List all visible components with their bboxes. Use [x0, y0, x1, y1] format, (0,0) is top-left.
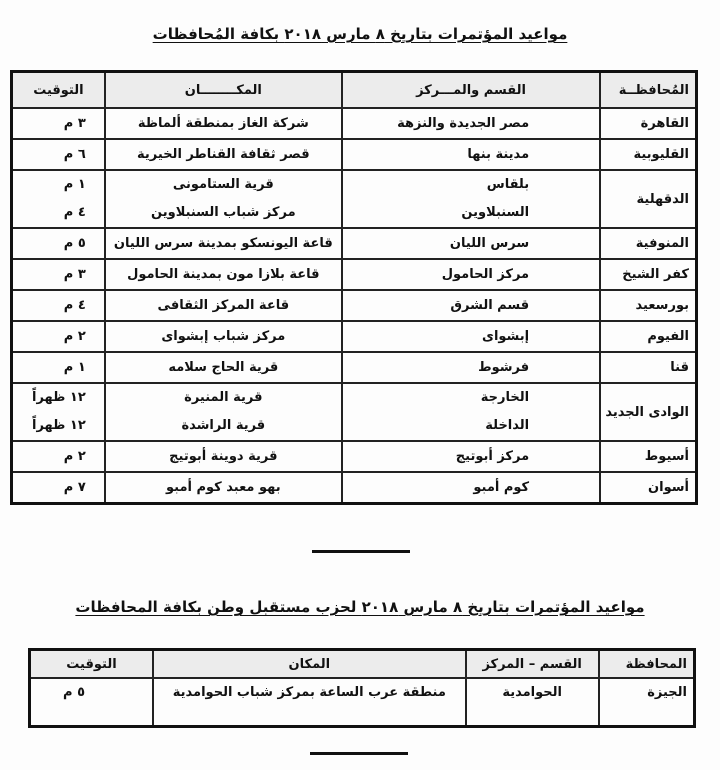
cell-place-line: قرية الستامونى [172, 177, 274, 192]
cell-section-line: كوم أمبو [473, 480, 530, 495]
header-governorate: المحافظة [599, 650, 695, 679]
cell-place-line: بهو معبد كوم أمبو [166, 480, 281, 495]
party-conferences-table [28, 648, 696, 728]
cell-governorate: الوادى الجديد [600, 383, 696, 441]
cell-governorate: قنا [600, 352, 696, 383]
cell-time: ٥ م [30, 678, 153, 727]
header-place: المكــــــــان [105, 72, 342, 109]
divider [310, 752, 408, 755]
cell-section [342, 259, 600, 290]
cell-governorate: المنوفية [600, 228, 696, 259]
cell-place [105, 352, 342, 383]
table-row [12, 290, 697, 321]
table-body [12, 108, 697, 504]
cell-section-line: سرس الليان [449, 236, 530, 251]
table-row [30, 678, 695, 727]
cell-governorate: أسوان [600, 472, 696, 504]
cell-place [105, 108, 342, 139]
cell-place-line: قصر ثقافة القناطر الخيرية [137, 147, 310, 162]
table-row [12, 441, 697, 472]
cell-time-line: ٢ م [63, 449, 86, 464]
cell-time [12, 259, 105, 290]
cell-place-line: قرية المنيرة [184, 390, 263, 405]
cell-section-line: الداخلة [485, 418, 530, 433]
cell-place [105, 139, 342, 170]
cell-section [342, 472, 600, 504]
cell-section [342, 321, 600, 352]
cell-section [342, 352, 600, 383]
cell-time-line: ١٢ ظهراً [32, 418, 86, 433]
cell-place-line: مركز شباب السنبلاوين [151, 205, 296, 220]
cell-time [12, 321, 105, 352]
cell-section [342, 108, 600, 139]
cell-section-line: مركز الحامول [441, 267, 530, 282]
table-header-row [30, 650, 695, 679]
cell-place [105, 228, 342, 259]
cell-time [12, 352, 105, 383]
header-time: التوقيت [30, 650, 153, 679]
cell-time-line: ٤ م [63, 298, 86, 313]
header-section: القسم والمـــركز [342, 72, 600, 109]
cell-place-line: مركز شباب إبشواى [161, 329, 286, 344]
table-row [12, 228, 697, 259]
divider [312, 550, 410, 553]
cell-section-line: إبشواى [482, 329, 530, 344]
header-section: القسم – المركز [466, 650, 599, 679]
conferences-table [10, 70, 698, 505]
cell-governorate: الدقهلية [600, 170, 696, 228]
cell-time [12, 139, 105, 170]
table-row [12, 352, 697, 383]
cell-governorate: القاهرة [600, 108, 696, 139]
cell-time-line: ٥ م [63, 236, 86, 251]
cell-time [12, 170, 105, 228]
cell-place [105, 321, 342, 352]
cell-place-line: قاعة المركز الثقافى [157, 298, 290, 313]
cell-time [12, 290, 105, 321]
cell-place [105, 170, 342, 228]
cell-time-line: ١٢ ظهراً [32, 390, 86, 405]
cell-section-line: بلقاس [486, 177, 530, 192]
cell-governorate: القليوبية [600, 139, 696, 170]
cell-section [342, 170, 600, 228]
cell-place-line: قاعة بلازا مون بمدينة الحامول [127, 267, 320, 282]
cell-time [12, 108, 105, 139]
header-time: التوقيت [12, 72, 105, 109]
table-row [12, 259, 697, 290]
table-row [12, 170, 697, 228]
table-row [12, 139, 697, 170]
cell-time [12, 441, 105, 472]
cell-section-line: فرشوط [478, 360, 530, 375]
cell-governorate: كفر الشيخ [600, 259, 696, 290]
cell-place [105, 290, 342, 321]
cell-place [105, 259, 342, 290]
cell-section-line: قسم الشرق [450, 298, 530, 313]
cell-section [342, 441, 600, 472]
cell-section-line: مصر الجديدة والنزهة [397, 116, 530, 131]
cell-place-line: قرية الحاج سلامه [168, 360, 279, 375]
cell-place-line: قرية الراشدة [181, 418, 266, 433]
cell-place [105, 472, 342, 504]
cell-time-line: ١ م [63, 360, 86, 375]
cell-section-line: مدينة بنها [467, 147, 530, 162]
cell-place [105, 441, 342, 472]
cell-governorate: الجيزة [599, 678, 695, 727]
cell-place-line: قرية دوينة أبوتيج [169, 449, 278, 464]
table-row [12, 108, 697, 139]
cell-section [342, 139, 600, 170]
table-row [12, 383, 697, 441]
cell-section-line: مركز أبوتيج [455, 449, 530, 464]
cell-place-line: قاعة اليونسكو بمدينة سرس الليان [113, 236, 333, 251]
cell-section: الحوامدية [466, 678, 599, 727]
cell-section-line: الخارجة [480, 390, 530, 405]
cell-time-line: ٧ م [63, 480, 86, 495]
table-header-row [12, 72, 697, 109]
cell-time-line: ٢ م [63, 329, 86, 344]
table-row [12, 321, 697, 352]
cell-time-line: ١ م [63, 177, 86, 192]
header-place: المكان [153, 650, 466, 679]
cell-time-line: ٦ م [63, 147, 86, 162]
table-row [12, 472, 697, 504]
cell-time-line: ٣ م [63, 267, 86, 282]
cell-section-line: السنبلاوين [461, 205, 530, 220]
cell-place-line: شركة الغاز بمنطقة ألماظة [137, 116, 309, 131]
cell-section [342, 383, 600, 441]
cell-governorate: أسيوط [600, 441, 696, 472]
cell-time-line: ٣ م [63, 116, 86, 131]
page-title: مواعيد المؤتمرات بتاريخ ٨ مارس ٢٠١٨ بكافة المُحافظات [152, 25, 568, 43]
cell-governorate: بورسعيد [600, 290, 696, 321]
header-governorate: المُحافظــة [600, 72, 696, 109]
cell-place: منطقة عرب الساعة بمركز شباب الحوامدية [153, 678, 466, 727]
cell-place [105, 383, 342, 441]
cell-section [342, 228, 600, 259]
section-title: مواعيد المؤتمرات بتاريخ ٨ مارس ٢٠١٨ لحزب مستقبل وطن بكافة المحافظات [75, 598, 645, 616]
cell-section [342, 290, 600, 321]
cell-time [12, 228, 105, 259]
cell-governorate: الفيوم [600, 321, 696, 352]
cell-time-line: ٤ م [63, 205, 86, 220]
cell-time [12, 383, 105, 441]
cell-time [12, 472, 105, 504]
